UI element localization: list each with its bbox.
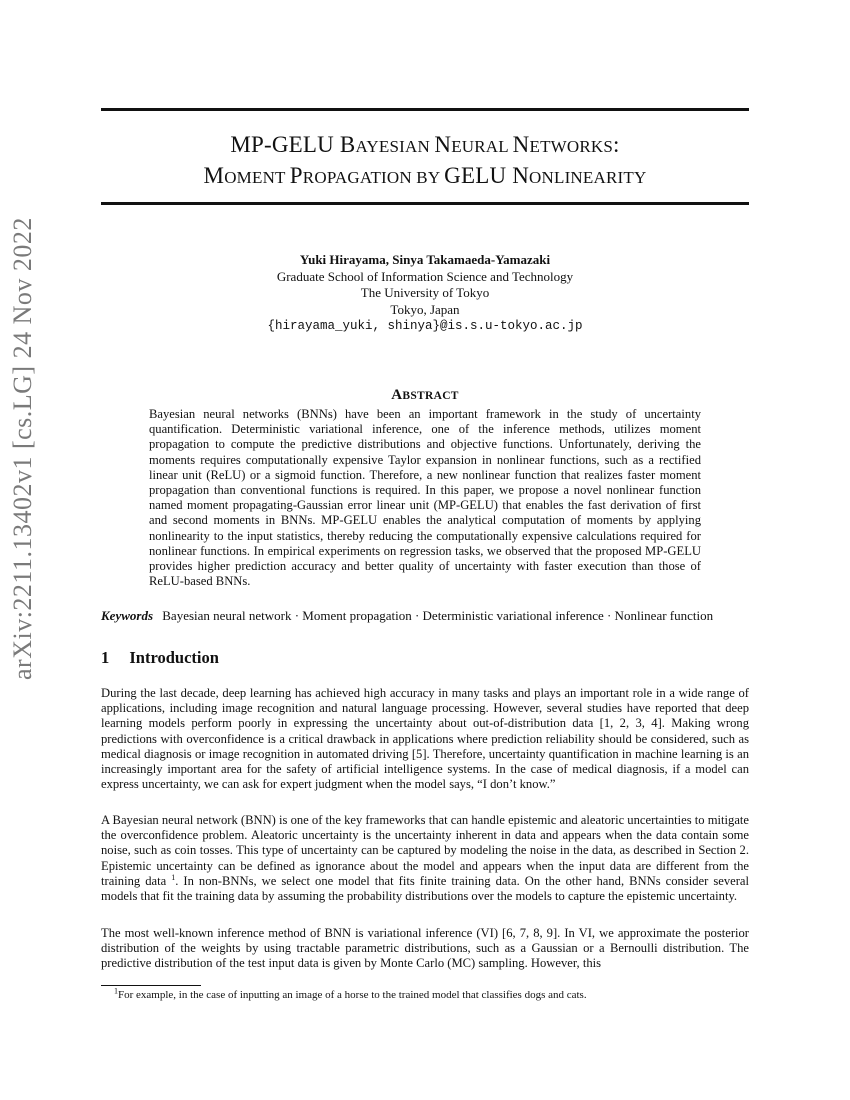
title-line1-segment-4: EURAL — [451, 137, 513, 156]
abstract-heading-rest: BSTRACT — [402, 390, 459, 402]
footnote-text: For example, in the case of inputting an image of a horse to the trained model that classifies dogs and cats. — [118, 989, 587, 1001]
intro-paragraph-2-part-a: A Bayesian neural network (BNN) is one of the key frameworks that can handle epistemic and aleatoric uncertainties to mitigate the overconfidence problem. Aleatoric uncertainty is the uncertainty inherent in data and appears when the data contain some noise, such as coin tosses. This type of uncertainty can be captured by modeling the noise in the data, as described in Section 2. Epistemic uncertainty can be defined as ignorance about the model and appears when the input data are different from the training data — [101, 813, 750, 888]
footnote-mark: 1 — [114, 986, 118, 996]
title-line2-segment-1: OMENT — [224, 168, 290, 187]
footnote-reference[interactable]: 1 — [171, 872, 176, 882]
title-line2-segment-0: M — [203, 163, 225, 188]
title-line2-segment-4: GELU — [444, 163, 513, 188]
keywords-line — [101, 608, 761, 624]
affiliation-university: The University of Tokyo — [360, 285, 490, 300]
abstract-heading-initial: A — [391, 387, 403, 403]
title-line1-segment-7: : — [613, 132, 620, 157]
title-line2-segment-3: ROPAGATION BY — [302, 168, 445, 187]
section-heading-introduction — [101, 648, 219, 668]
keywords-label: Keywords — [101, 608, 153, 623]
arxiv-identifier-stamp: arXiv:2211.13402v1 [cs.LG] 24 Nov 2022 — [8, 217, 37, 680]
intro-paragraph-2 — [101, 813, 749, 904]
author-names: Yuki Hirayama, Sinya Takamaeda-Yamazaki — [299, 252, 551, 267]
title-line1-segment-5: N — [512, 132, 530, 157]
title-line1-segment-3: N — [434, 132, 452, 157]
title-line2-segment-6: ONLINEARITY — [529, 168, 647, 187]
author-email: {hirayama_yuki, shinya}@is.s.u-tokyo.ac.jp — [267, 319, 583, 333]
title-top-rule — [101, 108, 749, 111]
author-block — [101, 252, 749, 335]
intro-paragraph-2-part-b: . In non-BNNs, we select one model that fits finite training data. On the other hand, BNNs consider several models that fit the training data by assuming the probability distributions over the models to capture the epistemic uncertainty. — [101, 873, 749, 904]
section-number: 1 — [101, 648, 110, 667]
intro-paragraph-1: During the last decade, deep learning has achieved high accuracy in many tasks and plays an important role in a wide range of applications, including image recognition and natural language processing. However, several studies have reported that deep learning models perform poorly in expressing the uncertainty about out-of-distribution data [1, 2, 3, 4]. Making wrong predictions with overconfidence is a critical drawback in applications where prediction reliability should be considered, such as medical diagnosis or image recognition in automated driving [5]. Therefore, uncertainty quantification in machine learning is an increasingly important area for the safety of artificial intelligence systems. In the case of medical diagnosis, if a model can express uncertainty, we can ask for expert judgment when the model says, “I don’t know.” — [101, 686, 749, 792]
title-line2-segment-2: P — [289, 163, 303, 188]
title-line1-segment-1: B — [339, 132, 356, 157]
title-line2-segment-5: N — [512, 163, 530, 188]
title-line1-segment-6: ETWORKS — [529, 137, 614, 156]
abstract-text: Bayesian neural networks (BNNs) have been an important framework in the study of uncertainty quantification. Deterministic variational inference, one of the inference methods, utilizes moment propagation to compute the predictive distributions and objective functions. Unfortunately, deriving the moments requires computationally expensive Taylor expansion in nonlinear functions, such as a rectified linear unit (ReLU) or a sigmoid function. Therefore, a new nonlinear function that realizes faster moment propagation than conventional functions is required. In this paper, we propose a novel nonlinear function named moment propagating-Gaussian error linear unit (MP-GELU) that enables the fast derivation of first and second moments in BNNs. MP-GELU enables the analytical computation of moments by applying nonlinearity to the input statistics, thereby reducing the computationally expensive calculations required for nonlinear functions. In empirical experiments on regression tasks, we observed that the proposed MP-GELU provides higher prediction accuracy and better quality of uncertainty with faster execution than those of ReLU-based BNNs. — [149, 407, 701, 589]
affiliation-location: Tokyo, Japan — [390, 301, 460, 317]
title-line-1 — [101, 130, 749, 161]
keywords-text: Bayesian neural network · Moment propagation · Deterministic variational inference · Nonlinear function — [162, 608, 714, 623]
intro-paragraph-3: The most well-known inference method of BNN is variational inference (VI) [6, 7, 8, 9]. In VI, we approximate the posterior distribution of the weights by using tractable parametric distributions, such as a Gaussian or a Bernoulli distribution. The predictive distribution of the test input data is given by Monte Carlo (MC) sampling. However, this — [101, 926, 749, 971]
title-line-2 — [101, 161, 749, 192]
footnote — [114, 986, 587, 1001]
title-line1-segment-0: MP-GELU — [230, 132, 340, 157]
title-bottom-rule — [101, 202, 749, 205]
section-title: Introduction — [129, 648, 219, 667]
title-line1-segment-2: AYESIAN — [355, 137, 435, 156]
affiliation-school: Graduate School of Information Science and Technology — [276, 268, 574, 284]
abstract-heading — [101, 387, 749, 404]
paper-title — [101, 130, 749, 192]
